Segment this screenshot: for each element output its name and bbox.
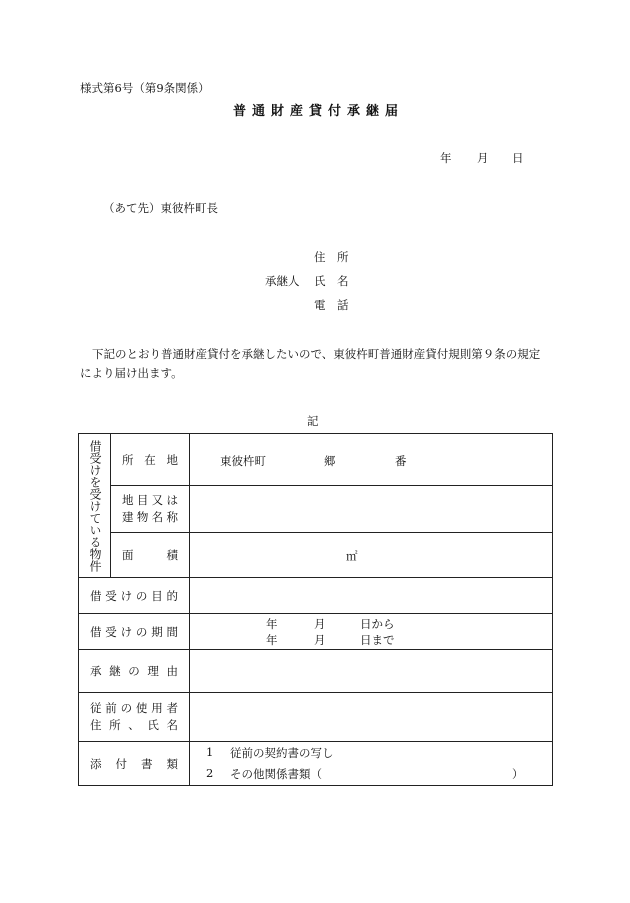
ki-heading: 記	[307, 414, 319, 428]
period-from-month: 月	[314, 617, 326, 631]
period-to-day: 日まで	[360, 633, 395, 647]
attach-1-num: 1	[206, 745, 214, 759]
purpose-label: 借 受 け の 目 的	[79, 578, 190, 614]
location-ban: 番	[395, 454, 407, 468]
page-title: 普通財産貸付承継届	[233, 104, 405, 119]
period-value[interactable]	[190, 614, 553, 650]
date-day: 日	[512, 151, 524, 165]
attach-label: 添 付 書 類	[79, 742, 190, 786]
location-label: 所 在 地	[111, 434, 190, 486]
purpose-row	[79, 578, 553, 614]
period-label: 借 受 け の 期 間	[79, 614, 190, 650]
prev-user-value[interactable]	[190, 693, 553, 742]
address-label-1: 住	[314, 250, 326, 264]
area-unit: ㎡	[346, 549, 358, 563]
addressee: （あて先）東彼杵町長	[103, 201, 218, 215]
address-label-2: 所	[337, 250, 349, 264]
location-value[interactable]	[190, 434, 553, 486]
period-to-year: 年	[266, 633, 278, 647]
attach-2-close: ）	[512, 767, 524, 781]
area-value[interactable]	[190, 533, 553, 578]
attach-2-num: 2	[206, 766, 214, 780]
location-town: 東彼杵町	[220, 454, 266, 468]
period-row	[79, 614, 553, 650]
chimoku-label: 地 目 又 は 建 物 名 称	[111, 486, 190, 533]
phone-label-1: 電	[314, 298, 326, 312]
location-row	[79, 434, 553, 486]
attach-2-text: その他関係書類（	[230, 767, 322, 781]
body-line-1: 下記のとおり普通財産貸付を承継したいので、東彼杵町普通財産貸付規則第９条の規定	[92, 347, 541, 361]
purpose-value[interactable]	[190, 578, 553, 614]
date-year: 年	[440, 151, 452, 165]
prev-user-label: 従 前 の 使 用 者 住 所 、 氏 名	[79, 693, 190, 742]
location-go: 郷	[324, 454, 336, 468]
reason-value[interactable]	[190, 650, 553, 693]
period-to-month: 月	[314, 633, 326, 647]
property-table	[78, 433, 553, 786]
name-label-2: 名	[337, 274, 349, 288]
period-from-day: 日から	[360, 617, 395, 631]
attach-row	[79, 742, 553, 786]
date-month: 月	[477, 151, 489, 165]
attach-1-text: 従前の契約書の写し	[230, 746, 334, 760]
area-row	[79, 533, 553, 578]
body-line-2: により届け出ます。	[80, 366, 183, 380]
prev-user-row	[79, 693, 553, 742]
chimoku-row	[79, 486, 553, 533]
reason-row	[79, 650, 553, 693]
form-number: 様式第6号（第9条関係）	[80, 81, 210, 95]
group-label-cell	[79, 434, 111, 578]
period-from-year: 年	[266, 617, 278, 631]
applicant-prefix: 承継人	[265, 274, 300, 288]
name-label-1: 氏	[314, 274, 326, 288]
phone-label-2: 話	[337, 298, 349, 312]
attach-value[interactable]	[190, 742, 553, 786]
chimoku-value[interactable]	[190, 486, 553, 533]
group-label: 借受けを受けている物件	[88, 439, 102, 572]
reason-label: 承 継 の 理 由	[79, 650, 190, 693]
area-label: 面 積	[111, 533, 190, 578]
